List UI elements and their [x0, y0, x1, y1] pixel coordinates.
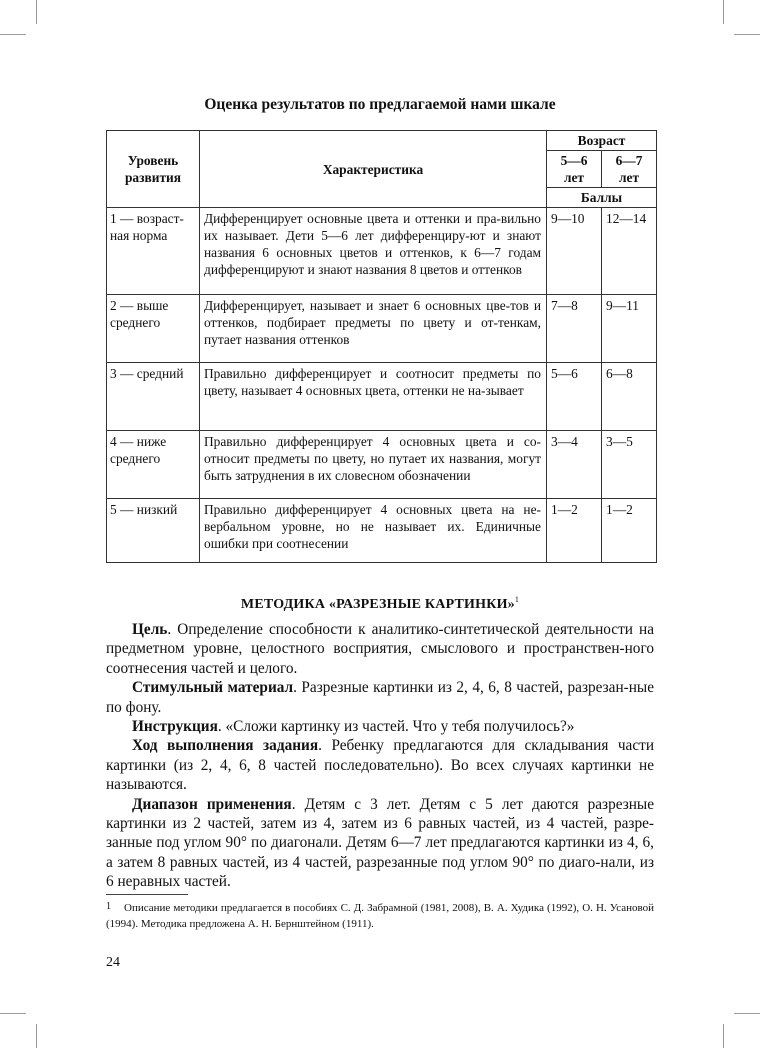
points-6-7-cell: 12—14 [602, 208, 657, 295]
points-5-6-cell: 5—6 [547, 363, 602, 431]
header-age-5-6: 5—6 лет [547, 151, 602, 188]
crop-mark [734, 34, 760, 35]
paragraph-text: Разрезные картинки из 2, 4, 6, 8 частей, разрезан-ные по фону. [106, 679, 654, 716]
crop-mark [0, 34, 26, 35]
points-6-7-cell: 3—5 [602, 431, 657, 499]
paragraph-label: Диапазон применения [132, 795, 292, 813]
paragraph-procedure: Ход выполнения задания. Ребенку предлагаются для складывания части картинки (из 2, 4, 6, 8 частей последовательно). Во всех случаях картинки не называются. [106, 737, 655, 794]
header-description: Характеристика [200, 131, 547, 208]
header-age: Возраст [547, 131, 657, 151]
paragraph-label: Цель [132, 621, 168, 638]
paragraph-text: Детям с 3 лет. Детям с 5 лет даются разрезные картинки из 2 частей, затем из 4, затем из 6 равных частей, из 4 частей, разре-занные под углом 90° по диагонали. Детям 6—7 лет предлагаются картинки из 4, 6, а затем 8 равных частей, из 4 частей, разрезанные под углом 90° по диаго-нали, из 6 неравных частей. [106, 795, 654, 891]
description-cell: Правильно дифференцирует и соотносит предметы по цвету, называет 4 основных цвета, оттенки не на-зывает [200, 363, 547, 431]
level-cell: 1 — возраст-ная норма [107, 208, 200, 295]
crop-mark [36, 0, 37, 24]
method-heading [106, 595, 654, 613]
paragraph-stimulus: Стимульный материал. Разрезные картинки из 2, 4, 6, 8 частей, разрезан-ные по фону. [106, 679, 654, 716]
level-cell: 3 — средний [107, 363, 200, 431]
footnote-divider [106, 894, 188, 895]
description-cell: Дифференцирует основные цвета и оттенки и пра-вильно их называет. Дети 5—6 лет дифференциру-ют и знают названия 6 основных цветов и оттенков, к 6—7 годам дифференцируют и знают названия 8 цветов и оттенков [200, 208, 547, 295]
description-cell: Дифференцирует, называет и знает 6 основных цве-тов и оттенков, подбирает предметы по цвету и от-тенкам, путает названия оттенков [200, 295, 547, 363]
paragraph-instruction: Инструкция. «Сложи картинку из частей. Что у тебя получилось?» [132, 718, 575, 736]
crop-mark [734, 1013, 760, 1014]
assessment-table [106, 130, 657, 563]
level-cell: 2 — выше среднего [107, 295, 200, 363]
points-5-6-cell: 9—10 [547, 208, 602, 295]
footnote-mark: 1 [514, 595, 520, 604]
crop-mark [0, 1013, 26, 1014]
method-body [106, 620, 654, 892]
page-number: 24 [106, 955, 120, 970]
level-cell: 4 — ниже среднего [107, 431, 200, 499]
header-age-6-7: 6—7 лет [602, 151, 657, 188]
paragraph-range: Диапазон применения. Детям с 3 лет. Детям с 5 лет даются разрезные картинки из 2 частей, затем из 4, затем из 6 равных частей, из 4 частей, разре-занные под углом 90° по диагонали. Детям 6—7 лет предлагаются картинки из 4, 6, а затем 8 равных частей, из 4 частей, разрезанные под углом 90° по диаго-нали, из 6 неравных частей. [106, 795, 654, 891]
paragraph-text: Определение способности к аналитико-синтетической деятельности на предметном уровне, целостного восприятия, смыслового и пространствен-ного соотнесения частей и целого. [106, 621, 654, 677]
paragraph-label: Стимульный материал [132, 679, 294, 697]
paragraph-label: Инструкция [132, 718, 218, 736]
footnote-text: Описание методики предлагается в пособиях С. Д. Забрамной (1981, 2008), В. А. Худика (1992), О. Н. Усановой (1994). Методика предложена А. Н. Бернштейном (1911). [106, 902, 654, 930]
paragraph-label: Ход выполнения задания [132, 737, 319, 755]
points-5-6-cell: 7—8 [547, 295, 602, 363]
table-title: Оценка результатов по предлагаемой нами шкале [204, 96, 556, 113]
paragraph-text: Ребенку предлагаются для складывания части картинки (из 2, 4, 6, 8 частей последовательно). Во всех случаях картинки не называются. [106, 737, 655, 794]
crop-mark [723, 0, 724, 24]
points-5-6-cell: 3—4 [547, 431, 602, 499]
header-points: Баллы [547, 188, 657, 208]
header-level: Уровень развития [107, 131, 200, 208]
level-cell: 5 — низкий [107, 499, 200, 563]
crop-mark [723, 1024, 724, 1048]
points-6-7-cell: 9—11 [602, 295, 657, 363]
paragraph-goal: Цель. Определение способности к аналитико-синтетической деятельности на предметном уровне, целостного восприятия, смыслового и пространствен-ного соотнесения частей и целого. [106, 621, 654, 677]
paragraph-text: «Сложи картинку из частей. Что у тебя получилось?» [225, 718, 575, 736]
description-cell: Правильно дифференцирует 4 основных цвета на не-вербальном уровне, но не называет их. Единичные ошибки при соотнесении [200, 499, 547, 563]
description-cell: Правильно дифференцирует 4 основных цвета и со-относит предметы по цвету, но путает их названия, могут быть затруднения в их словесном обозначении [200, 431, 547, 499]
footnote [106, 899, 654, 932]
points-6-7-cell: 6—8 [602, 363, 657, 431]
points-5-6-cell: 1—2 [547, 499, 602, 563]
points-6-7-cell: 1—2 [602, 499, 657, 563]
footnote-number: 1 [106, 901, 111, 912]
method-heading-text: МЕТОДИКА «РАЗРЕЗНЫЕ КАРТИНКИ» [240, 597, 515, 612]
crop-mark [36, 1024, 37, 1048]
